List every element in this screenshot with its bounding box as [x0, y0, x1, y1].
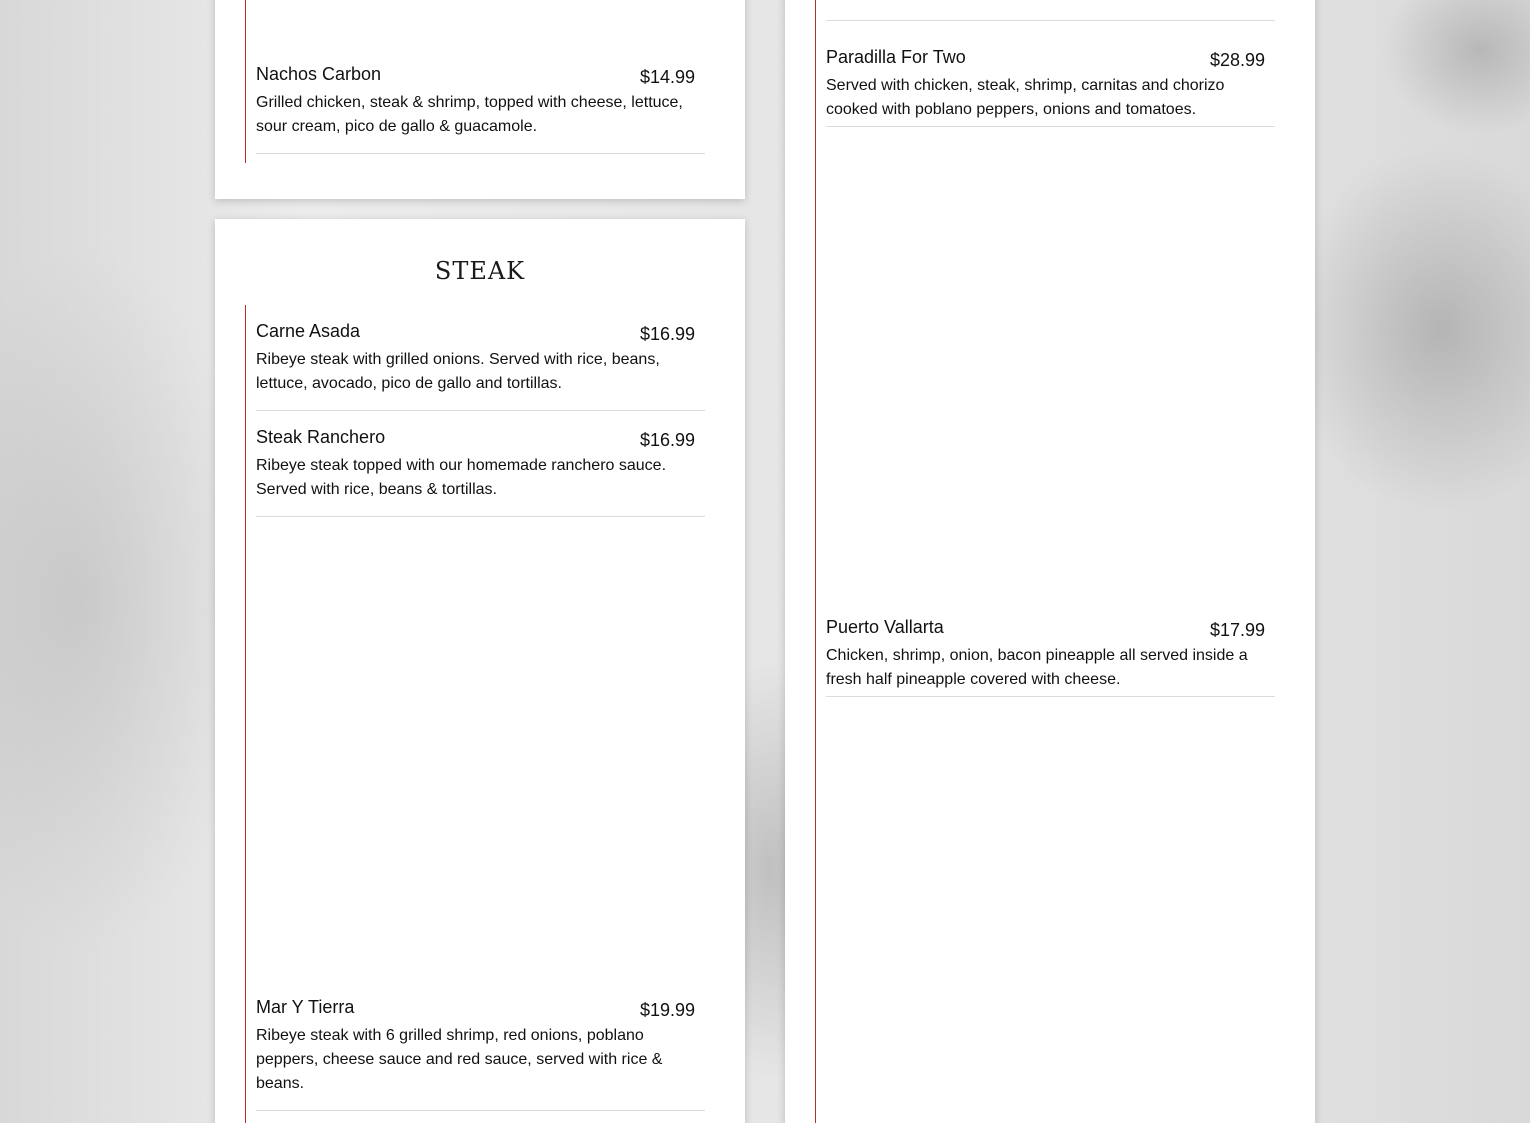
- menu-item: [256, 320, 705, 411]
- menu-item-price: $16.99: [639, 324, 695, 344]
- section-accent-rule: [245, 0, 246, 163]
- menu-item-description: Chicken, shrimp, onion, bacon pineapple all served inside a fresh half pineapple covered with cheese.: [826, 647, 1248, 688]
- section-accent-rule: [245, 305, 246, 1123]
- menu-item-description: Served with chicken, steak, shrimp, carnitas and chorizo cooked with poblano peppers, onions and tomatoes.: [826, 77, 1225, 118]
- menu-section-card-right: [785, 0, 1315, 1123]
- menu-item-description: Ribeye steak with grilled onions. Served with rice, beans, lettuce, avocado, pico de gallo and tortillas.: [256, 351, 660, 392]
- menu-item-name: Nachos Carbon: [256, 64, 382, 84]
- section-accent-rule: [815, 0, 816, 1123]
- menu-item: [256, 63, 705, 154]
- menu-item: [256, 996, 705, 1111]
- menu-item-name: Carne Asada: [256, 321, 361, 341]
- menu-item: [256, 426, 705, 517]
- section-title: STEAK: [434, 257, 526, 285]
- menu-item-name: Paradilla For Two: [826, 47, 966, 67]
- menu-item-name: Puerto Vallarta: [826, 617, 944, 637]
- menu-section-card-upper-left: [215, 0, 745, 199]
- menu-section-card-steak: [215, 219, 745, 1123]
- menu-item-name: Mar Y Tierra: [256, 997, 355, 1017]
- menu-item-name: Steak Ranchero: [256, 427, 386, 447]
- menu-item-price: $28.99: [1209, 50, 1265, 70]
- menu-item-price: $14.99: [639, 67, 695, 87]
- menu-item-price: $16.99: [639, 430, 695, 450]
- menu-item-cutoff: [826, 0, 1275, 21]
- menu-item-description: Ribeye steak with 6 grilled shrimp, red onions, poblano peppers, cheese sauce and red sauce, served with rice & beans.: [256, 1027, 663, 1092]
- menu-item-price: $17.99: [1209, 620, 1265, 640]
- menu-item-description: Grilled chicken, steak & shrimp, topped with cheese, lettuce, sour cream, pico de gallo & guacamole.: [256, 94, 683, 135]
- menu-item: [826, 46, 1275, 127]
- menu-item: [826, 616, 1275, 697]
- menu-item-description: Ribeye steak topped with our homemade ranchero sauce. Served with rice, beans & tortillas.: [256, 457, 667, 498]
- menu-item-price: $19.99: [639, 1000, 695, 1020]
